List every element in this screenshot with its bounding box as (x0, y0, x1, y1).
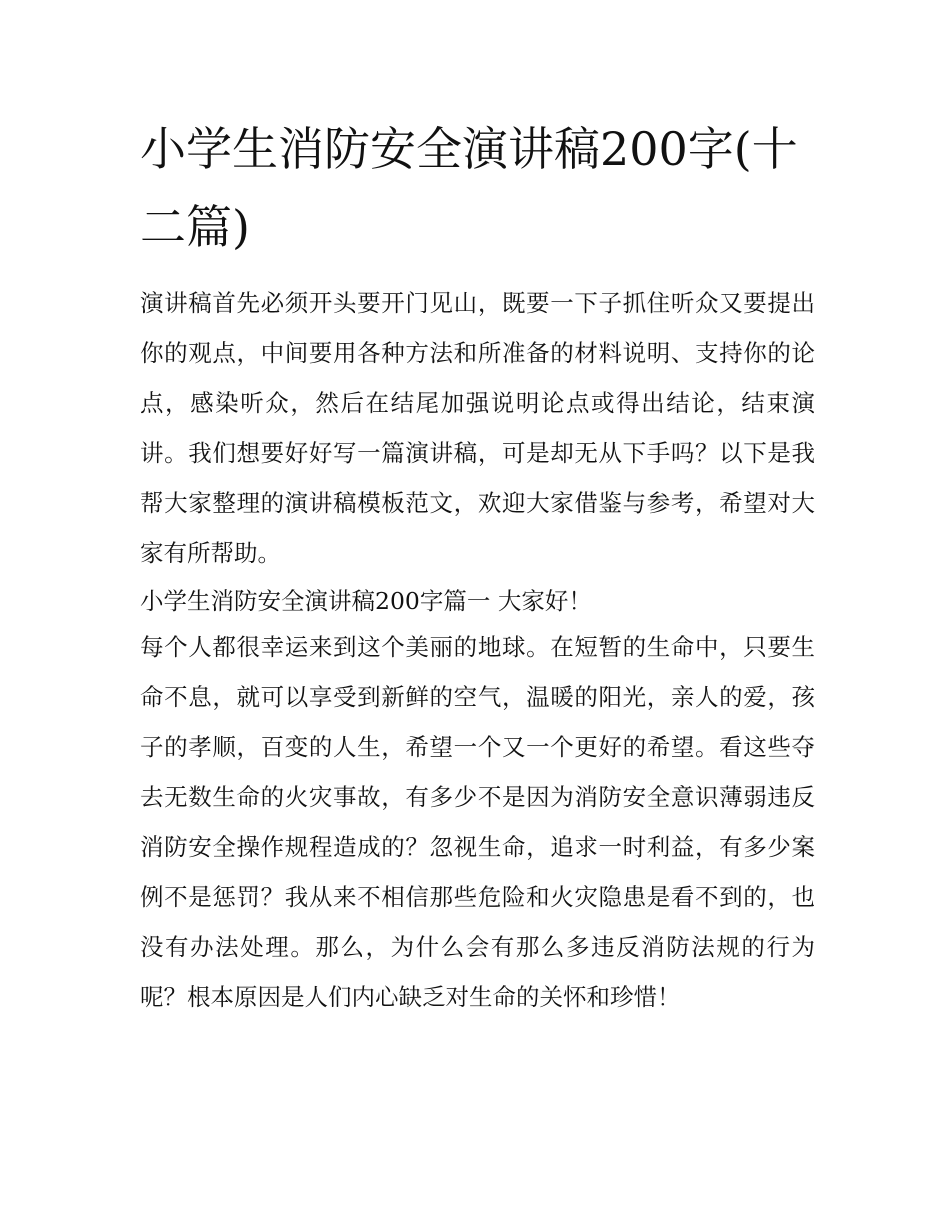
document-title: 小学生消防安全演讲稿200字(十二篇) (140, 122, 798, 254)
section-heading: 小学生消防安全演讲稿200字篇一 大家好！ (140, 587, 592, 615)
intro-paragraph: 演讲稿首先必须开头要开门见山，既要一下子抓住听众又要提出你的观点，中间要用各种方法和所准备的材料说明、支持你的论点，感染听众，然后在结尾加强说明论点或得出结论，结束演讲。我们想要好好写一篇演讲稿，可是却无从下手吗？以下是我帮大家整理的演讲稿模板范文，欢迎大家借鉴与参考，希望对大家有所帮助。 (140, 289, 815, 567)
document-content (140, 110, 815, 1022)
body-paragraph: 每个人都很幸运来到这个美丽的地球。在短暂的生命中，只要生命不息，就可以享受到新鲜的空气，温暖的阳光，亲人的爱，孩子的孝顺，百变的人生，希望一个又一个更好的希望。看这些夺去无数生命的火灾事故，有多少不是因为消防安全意识薄弱违反消防安全操作规程造成的？忽视生命，追求一时利益，有多少案例不是惩罚？我从来不相信那些危险和火灾隐患是看不到的，也没有办法处理。那么，为什么会有那么多违反消防法规的行为呢？根本原因是人们内心缺乏对生命的关怀和珍惜！ (140, 633, 815, 1011)
